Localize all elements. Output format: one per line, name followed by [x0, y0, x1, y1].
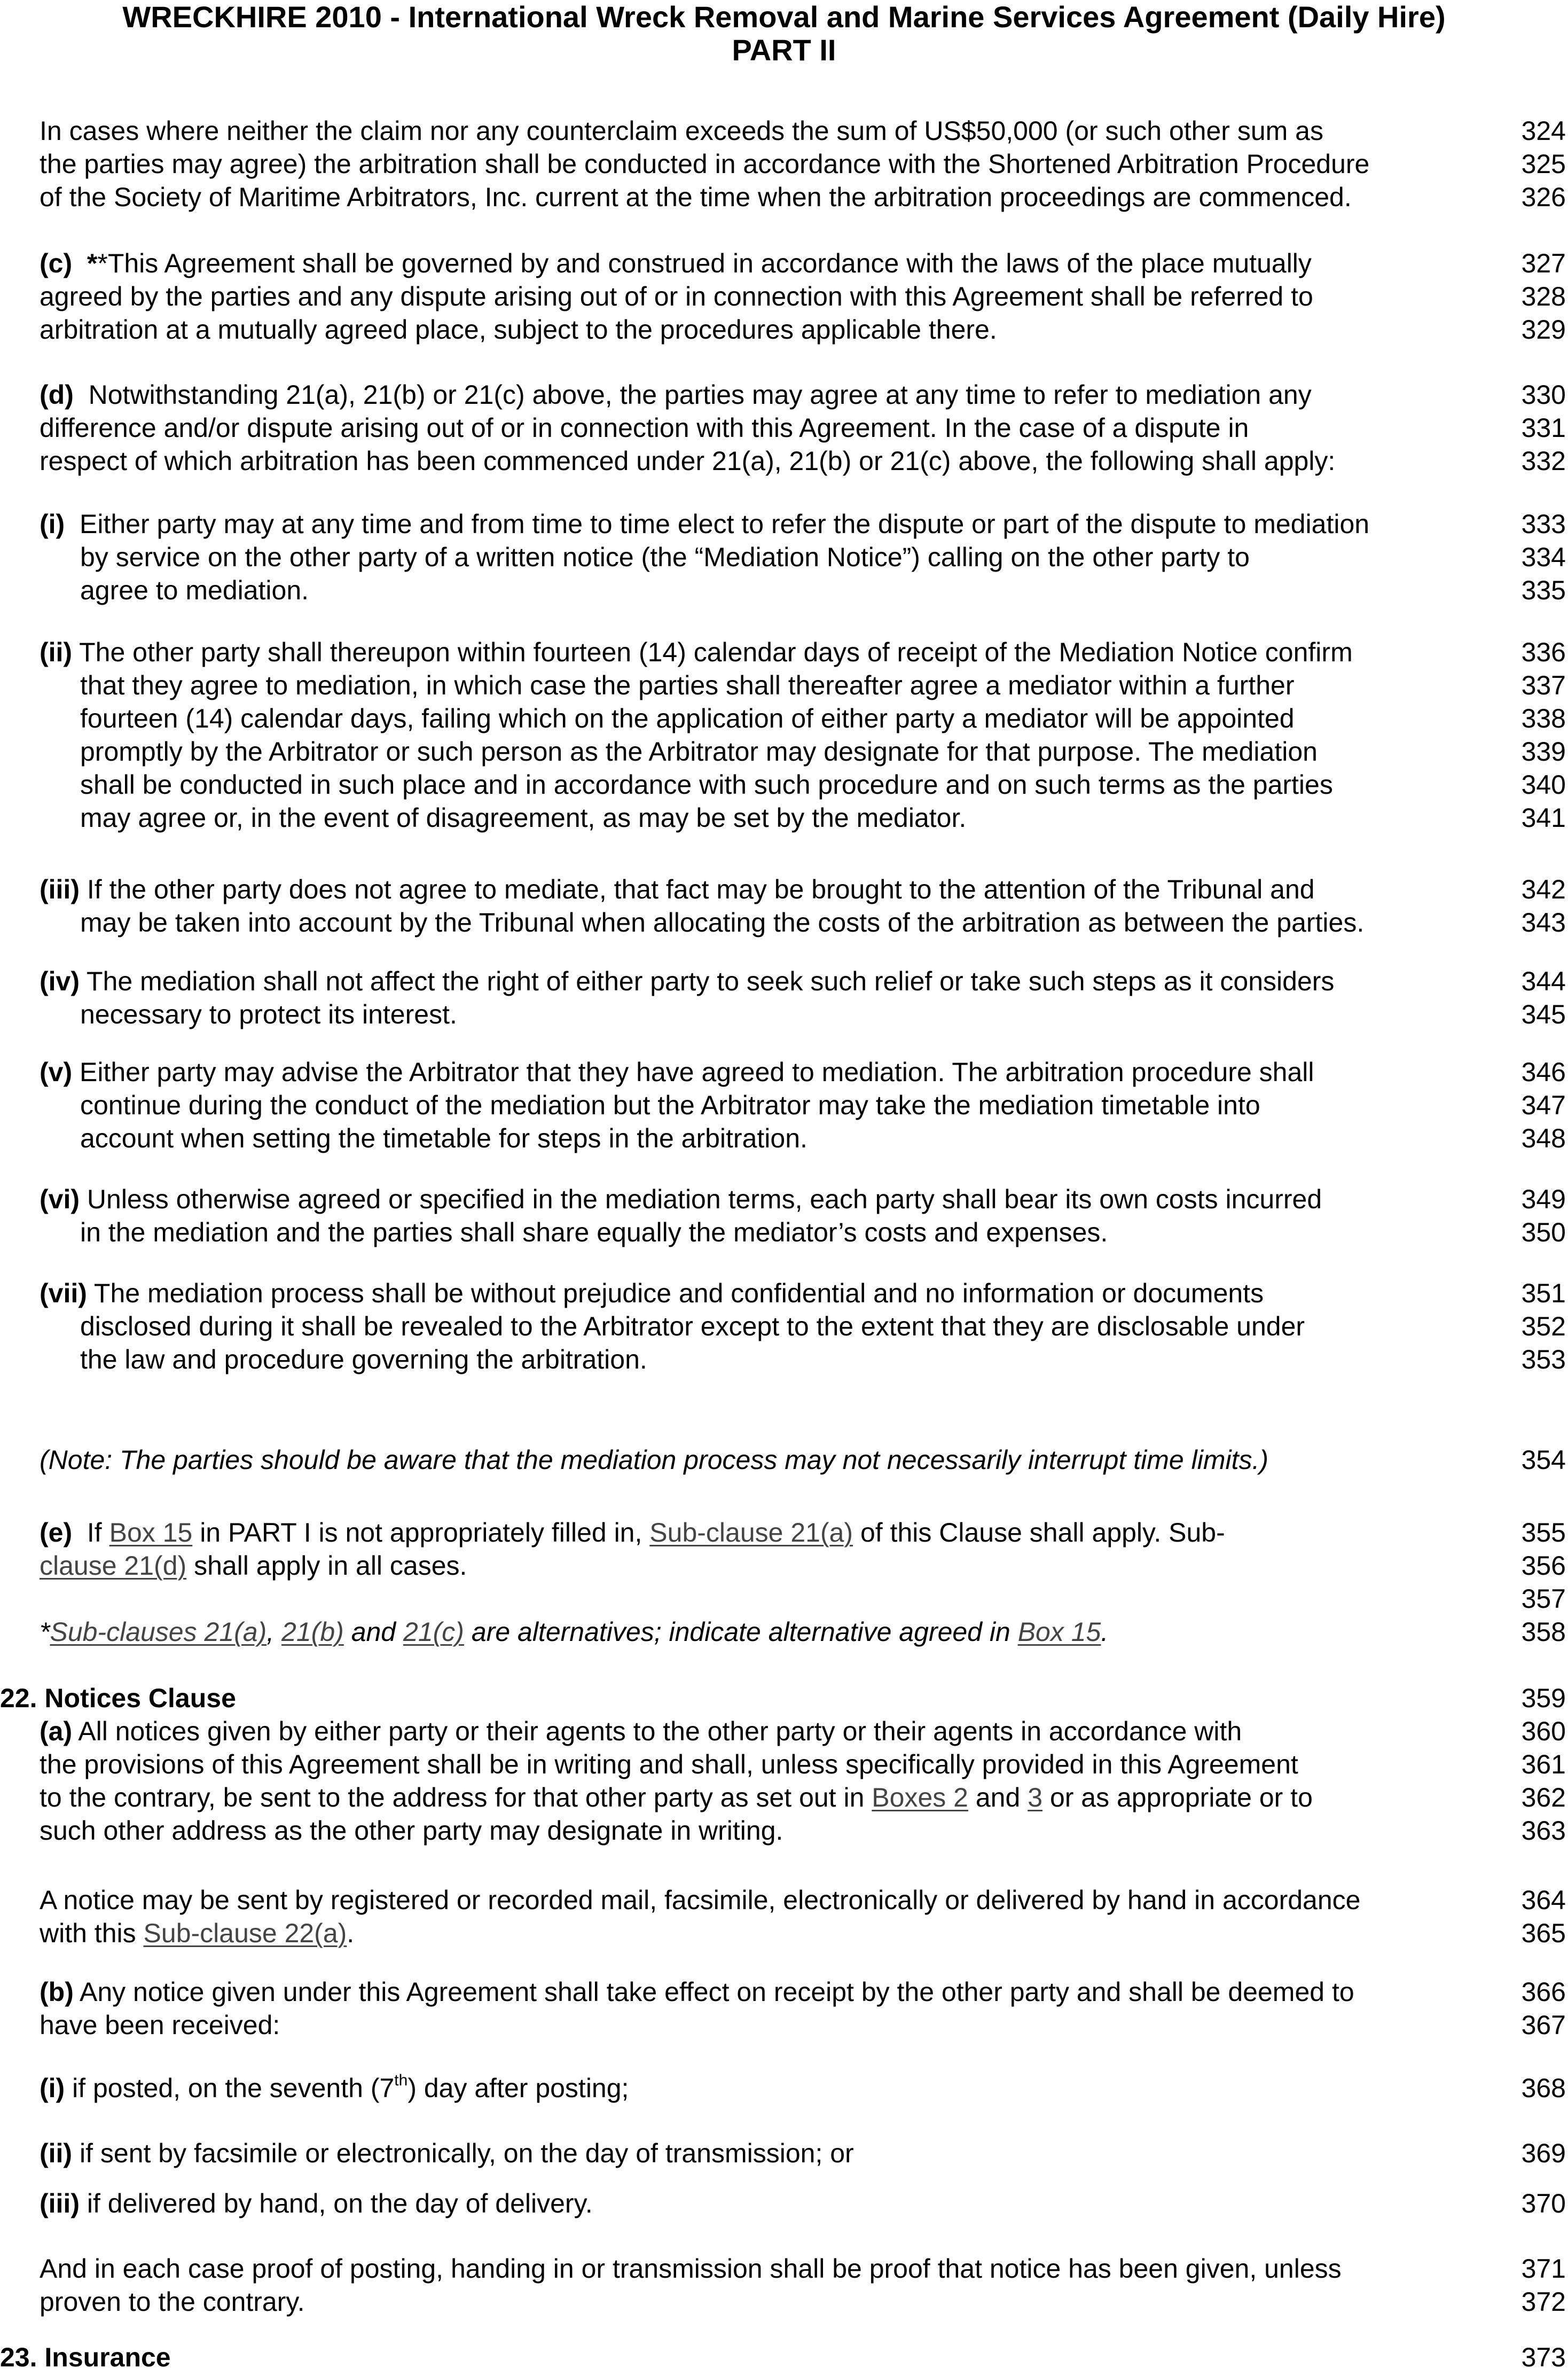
sub-clause-22a-link[interactable]: Sub-clause 22(a) [143, 1918, 347, 1948]
line-324 [0, 114, 1568, 147]
line-361 [0, 1748, 1568, 1781]
line-355: (e) If Box 15 in PART I is not appropriately filled in, Sub-clause 21(a) of this Clause shall apply. Sub- 355 [0, 1516, 1568, 1549]
line-350 [0, 1216, 1568, 1249]
line-number: 333 [1521, 509, 1566, 539]
line-number: 362 [1521, 1783, 1566, 1812]
line-329 [0, 313, 1568, 346]
line-number: 363 [1521, 1816, 1566, 1846]
line-number: 356 [1521, 1551, 1566, 1581]
line-339 [0, 735, 1568, 768]
line-text: in the mediation and the parties shall share equally the mediator’s costs and expenses. [80, 1217, 1108, 1247]
line-373 [0, 2341, 1568, 2374]
line-text: arbitration at a mutually agreed place, subject to the procedures applicable there. [40, 315, 997, 345]
line-358: *Sub-clauses 21(a), 21(b) and 21(c) are alternatives; indicate alternative agreed in Box 15. 358 [0, 1615, 1568, 1648]
clause-label: (d) [40, 380, 74, 410]
line-367 [0, 2008, 1568, 2042]
line-370 [0, 2187, 1568, 2220]
line-number: 364 [1521, 1885, 1566, 1915]
box-3-link[interactable]: 3 [1028, 1783, 1043, 1812]
line-356: clause 21(d) shall apply in all cases. 356 [0, 1549, 1568, 1582]
line-338 [0, 702, 1568, 735]
line-text: If the other party does not agree to mediate, that fact may be brought to the attention of the Tribunal and [87, 874, 1315, 904]
line-number: 332 [1521, 446, 1566, 476]
line-text: may agree or, in the event of disagreement, as may be set by the mediator. [80, 803, 967, 833]
line-text: In cases where neither the claim nor any counterclaim exceeds the sum of US$50,000 (or such other sum as [40, 116, 1323, 146]
line-343 [0, 906, 1568, 939]
line-number: 350 [1521, 1217, 1566, 1247]
line-number: 329 [1521, 315, 1566, 345]
boxes-2-link[interactable]: Boxes 2 [872, 1783, 968, 1812]
line-number: 365 [1521, 1918, 1566, 1948]
line-text: And in each case proof of posting, handing in or transmission shall be proof that notice has been given, unless [40, 2254, 1342, 2284]
line-text: disclosed during it shall be revealed to the Arbitrator except to the extent that they are disclosable under [80, 1311, 1305, 1341]
clause-label: (v) [40, 1057, 73, 1087]
line-number: 372 [1521, 2287, 1566, 2317]
line-number: 353 [1521, 1345, 1566, 1374]
line-number: 325 [1521, 149, 1566, 179]
sub-clause-21d-link[interactable]: clause 21(d) [40, 1551, 187, 1581]
sub-clause-21a-link[interactable]: Sub-clause 21(a) [649, 1518, 853, 1547]
line-369 [0, 2137, 1568, 2170]
line-number: 361 [1521, 1749, 1566, 1779]
line-327: (c) **This Agreement shall be governed by and construed in accordance with the laws of the place mutually 327 [0, 247, 1568, 280]
line-text: The other party shall thereupon within fourteen (14) calendar days of receipt of the Mediation Notice confirm [79, 637, 1353, 667]
line-text: continue during the conduct of the mediation but the Arbitrator may take the mediation timetable into [80, 1090, 1260, 1120]
line-330 [0, 378, 1568, 411]
line-number: 373 [1521, 2342, 1566, 2372]
line-number: 342 [1521, 874, 1566, 904]
line-number: 327 [1521, 248, 1566, 278]
line-337 [0, 669, 1568, 702]
sub-clauses-21a-link[interactable]: Sub-clauses 21(a) [50, 1617, 267, 1647]
line-number: 343 [1521, 908, 1566, 937]
line-text: Any notice given under this Agreement shall take effect on receipt by the other party and shall be deemed to [79, 1977, 1354, 2007]
line-336 [0, 636, 1568, 669]
line-text: agreed by the parties and any dispute arising out of or in connection with this Agreement shall be referred to [40, 282, 1313, 311]
line-328 [0, 280, 1568, 313]
line-text: necessary to protect its interest. [80, 999, 457, 1029]
line-text: if sent by facsimile or electronically, on the day of transmission; or [80, 2138, 854, 2168]
line-346 [0, 1056, 1568, 1089]
line-363 [0, 1814, 1568, 1847]
clause-label: (vi) [40, 1184, 80, 1214]
line-351 [0, 1277, 1568, 1310]
line-number: 367 [1521, 2010, 1566, 2040]
line-text: Notwithstanding 21(a), 21(b) or 21(c) above, the parties may agree at any time to refer to mediation any [88, 380, 1312, 410]
line-text: shall be conducted in such place and in accordance with such procedure and on such terms as the parties [80, 770, 1333, 800]
line-number: 360 [1521, 1716, 1566, 1746]
line-number: 341 [1521, 803, 1566, 833]
sub-clause-21c-link[interactable]: 21(c) [403, 1617, 464, 1647]
line-number: 334 [1521, 542, 1566, 572]
line-number: 330 [1521, 380, 1566, 410]
line-372 [0, 2285, 1568, 2318]
line-number: 324 [1521, 116, 1566, 146]
line-number: 366 [1521, 1977, 1566, 2007]
line-number: 345 [1521, 999, 1566, 1029]
line-text: that they agree to mediation, in which case the parties shall thereafter agree a mediator within a further [80, 670, 1295, 700]
line-352 [0, 1310, 1568, 1343]
line-number: 370 [1521, 2189, 1566, 2218]
line-number: 359 [1521, 1683, 1566, 1713]
line-325 [0, 147, 1568, 181]
line-357 [0, 1582, 1568, 1615]
clause-label: (vii) [40, 1278, 87, 1308]
line-number: 348 [1521, 1123, 1566, 1153]
line-number: 371 [1521, 2254, 1566, 2284]
line-text: if delivered by hand, on the day of delivery. [87, 2189, 593, 2218]
clause-label: (i) [40, 2073, 65, 2103]
line-text: Either party may advise the Arbitrator that they have agreed to mediation. The arbitration procedure shall [80, 1057, 1314, 1087]
line-364 [0, 1883, 1568, 1917]
line-341 [0, 801, 1568, 834]
line-number: 335 [1521, 575, 1566, 605]
line-text: the parties may agree) the arbitration shall be conducted in accordance with the Shortened Arbitration Procedure [40, 149, 1370, 179]
line-text: account when setting the timetable for steps in the arbitration. [80, 1123, 807, 1153]
section-heading: 22. Notices Clause [0, 1683, 236, 1713]
line-number: 347 [1521, 1090, 1566, 1120]
line-text: *This Agreement shall be governed by and construed in accordance with the laws of the place mutually [97, 248, 1312, 278]
line-number: 326 [1521, 182, 1566, 212]
line-text: by service on the other party of a written notice (the “Mediation Notice”) calling on the other party to [80, 542, 1250, 572]
line-text: Unless otherwise agreed or specified in the mediation terms, each party shall bear its own costs incurred [87, 1184, 1322, 1214]
line-text: respect of which arbitration has been commenced under 21(a), 21(b) or 21(c) above, the following shall apply: [40, 446, 1336, 476]
box-15-link[interactable]: Box 15 [109, 1518, 193, 1547]
line-326 [0, 181, 1568, 214]
clause-label: (ii) [40, 637, 73, 667]
line-368: (i) if posted, on the seventh (7th) day after posting; 368 [0, 2072, 1568, 2105]
clause-label: (iii) [40, 2189, 80, 2218]
line-348 [0, 1122, 1568, 1155]
line-344 [0, 965, 1568, 998]
line-349 [0, 1183, 1568, 1216]
line-number: 354 [1521, 1445, 1566, 1475]
line-342 [0, 873, 1568, 906]
line-number: 349 [1521, 1184, 1566, 1214]
line-334 [0, 541, 1568, 574]
line-number: 338 [1521, 704, 1566, 733]
document-title: WRECKHIRE 2010 - International Wreck Removal and Marine Services Agreement (Daily Hire) [122, 0, 1446, 34]
line-text: Either party may at any time and from time to time elect to refer the dispute or part of the dispute to mediation [80, 509, 1370, 539]
line-number: 339 [1521, 737, 1566, 767]
line-text: the law and procedure governing the arbitration. [80, 1345, 647, 1374]
line-text: All notices given by either party or their agents to the other party or their agents in accordance with [78, 1716, 1242, 1746]
line-332 [0, 444, 1568, 478]
line-number: 337 [1521, 670, 1566, 700]
section-heading: 23. Insurance [0, 2342, 171, 2372]
line-text: The mediation process shall be without prejudice and confidential and no information or documents [93, 1278, 1264, 1308]
line-362: to the contrary, be sent to the address for that other party as set out in Boxes 2 and 3 or as appropriate or to 362 [0, 1781, 1568, 1814]
line-345 [0, 998, 1568, 1031]
line-text: such other address as the other party may designate in writing. [40, 1816, 783, 1846]
line-354 [0, 1443, 1568, 1476]
line-text: may be taken into account by the Tribunal when allocating the costs of the arbitration as between the parties. [80, 908, 1365, 937]
line-333 [0, 507, 1568, 541]
clause-label: (e) [40, 1518, 73, 1547]
clause-label: (iv) [40, 966, 80, 996]
line-360 [0, 1715, 1568, 1748]
line-number: 344 [1521, 966, 1566, 996]
line-text: A notice may be sent by registered or recorded mail, facsimile, electronically or delivered by hand in accordance [40, 1885, 1361, 1915]
clause-label: (b) [40, 1977, 74, 2007]
line-359 [0, 1682, 1568, 1715]
line-text: fourteen (14) calendar days, failing which on the application of either party a mediator will be appointed [80, 704, 1295, 733]
line-366 [0, 1975, 1568, 2008]
line-353 [0, 1343, 1568, 1376]
clause-label: (c) [40, 248, 73, 278]
line-331 [0, 411, 1568, 444]
line-335 [0, 574, 1568, 607]
note-text: (Note: The parties should be aware that the mediation process may not necessarily interrupt time limits.) [40, 1445, 1269, 1475]
clause-label: (i) [40, 509, 65, 539]
line-number: 368 [1521, 2073, 1566, 2103]
line-365: with this Sub-clause 22(a). 365 [0, 1917, 1568, 1950]
line-number: 340 [1521, 770, 1566, 800]
sub-clause-21b-link[interactable]: 21(b) [281, 1617, 344, 1647]
line-number: 351 [1521, 1278, 1566, 1308]
line-number: 331 [1521, 413, 1566, 443]
line-340 [0, 768, 1568, 801]
line-text: promptly by the Arbitrator or such person as the Arbitrator may designate for that purpose. The mediation [80, 737, 1318, 767]
line-number: 369 [1521, 2138, 1566, 2168]
line-number: 357 [1521, 1584, 1566, 1614]
line-number: 328 [1521, 282, 1566, 311]
box-15-link[interactable]: Box 15 [1017, 1617, 1101, 1647]
line-number: 346 [1521, 1057, 1566, 1087]
line-text: of the Society of Maritime Arbitrators, Inc. current at the time when the arbitration proceedings are commenced. [40, 182, 1352, 212]
line-text: the provisions of this Agreement shall be in writing and shall, unless specifically provided in this Agreement [40, 1749, 1298, 1779]
line-text: have been received: [40, 2010, 280, 2040]
clause-label: (iii) [40, 874, 80, 904]
line-number: 352 [1521, 1311, 1566, 1341]
line-text: proven to the contrary. [40, 2287, 305, 2317]
line-text: agree to mediation. [80, 575, 309, 605]
line-371 [0, 2252, 1568, 2285]
line-number: 355 [1521, 1518, 1566, 1547]
document-part: PART II [732, 33, 836, 67]
clause-label: (a) [40, 1716, 73, 1746]
line-text: difference and/or dispute arising out of or in connection with this Agreement. In the case of a dispute in [40, 413, 1249, 443]
line-text: The mediation shall not affect the right of either party to seek such relief or take such steps as it considers [87, 966, 1335, 996]
line-number: 336 [1521, 637, 1566, 667]
line-number: 358 [1521, 1617, 1566, 1647]
line-347 [0, 1089, 1568, 1122]
clause-label: (ii) [40, 2138, 73, 2168]
